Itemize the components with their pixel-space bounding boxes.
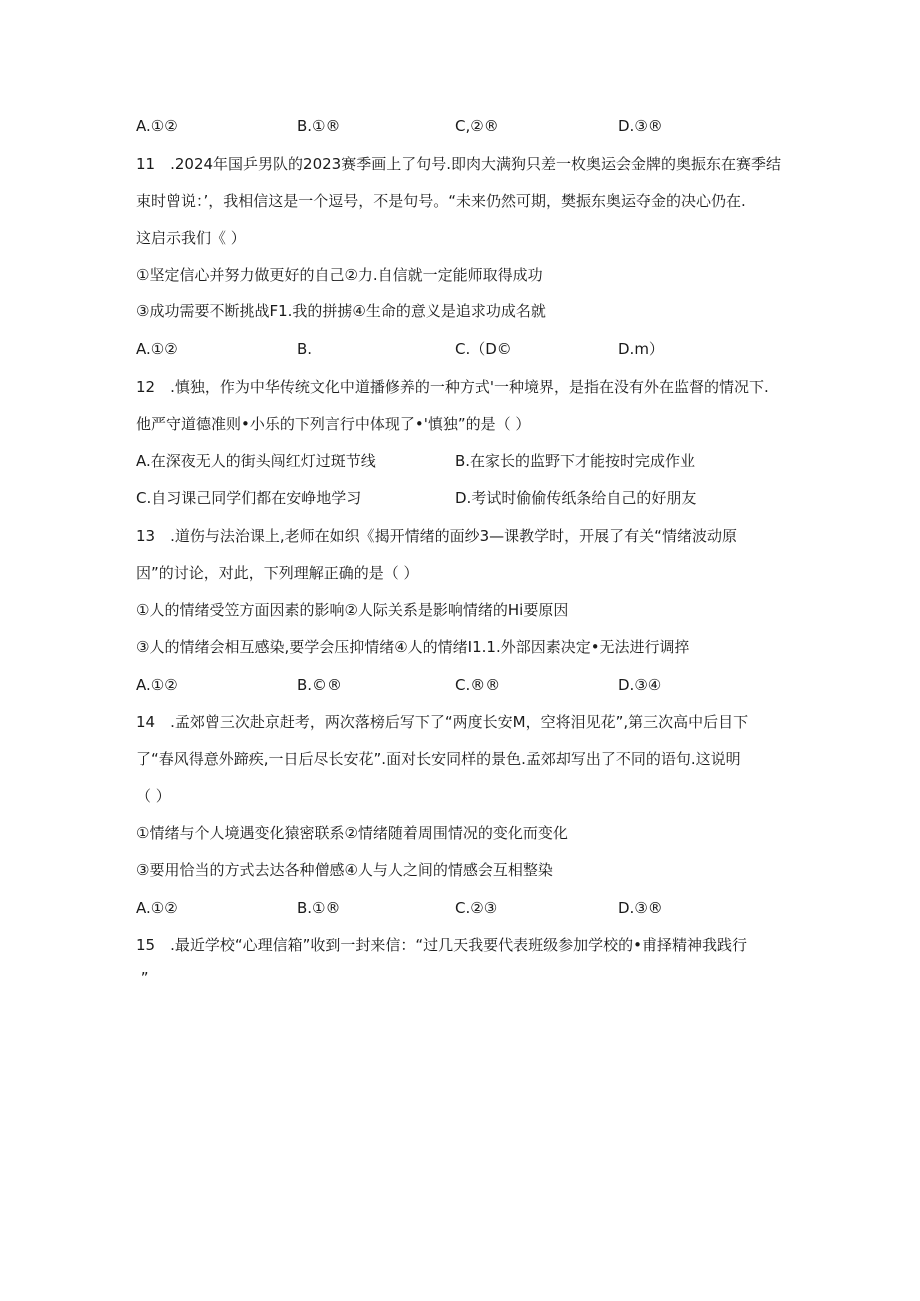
q11-stem-line3: 这启示我们《 ） [136,229,246,247]
q14-option-c: C.②③ [455,899,498,917]
q11-option-a: A.①② [136,340,178,358]
q12-stem-line2: 他严守道德准则•小乐的下列言行中体现了•'慎独”的是（ ） [136,415,531,433]
q14-option-a: A.①② [136,899,178,917]
q10-options [136,116,756,136]
q12-option-b: B.在家长的监野下才能按时完成作业 [455,452,696,470]
q13-option-d: D.③④ [618,676,662,694]
q10-option-c: C,②® [455,117,499,135]
q10-option-d: D.③® [618,117,663,135]
q11-statements-2: ③成功需要不断挑战F1.我的拼掳④生命的意义是追求功成名就 [136,302,546,320]
q13-stem-line1: 13 .道伤与法治课上,老师在如织《揭开情绪的面纱3—课教学时，开展了有关“情绪波动原 [136,527,737,545]
q14-stem-line3: （ ） [136,787,171,805]
q14-options [136,898,756,918]
q11-option-b: B. [297,340,313,358]
q11-statements-1: ①坚定信心并努力做更好的自己②力.自信就一定能师取得成功 [136,266,543,284]
q15-stem-line1: 15 .最近学校“心理信箱”收到一封来信：“过几天我要代表班级参加学校的•甫择精神我践行 [136,936,748,954]
q15-stem-line2: ” [136,969,149,987]
q10-option-b: B.①® [297,117,341,135]
q13-options [136,675,756,695]
q11-option-c: C.（D© [455,340,512,358]
q13-option-b: B.©® [297,676,343,694]
q14-stem-line2: 了“春风得意外蹄疾,一日后尽长安花”.面对长安同样的景色.孟郊却写出了不同的语句.这说明 [136,750,741,768]
q14-stem-line1: 14 .孟郊曾三次赴京赶考，两次落榜后写下了“两度长安M，空将泪见花”,第三次高中后目下 [136,713,749,731]
q14-statements-2: ③要用恰当的方式去达各种僧感④人与人之间的情感会互相整染 [136,861,553,879]
q11-stem-line1: 11 .2024年国乒男队的2023赛季画上了句号.即肉大满狗只差一枚奥运会金牌的奥振东在赛季结 [136,155,781,173]
q14-statements-1: ①情绪与个人境遇变化猿密联系②情绪随着周围情况的变化而变化 [136,824,568,842]
q12-options-row2 [136,488,756,508]
q10-option-a: A.①② [136,117,178,135]
q13-stem-line2: 因”的讨论，对此，下列理解正确的是（ ） [136,564,419,582]
q12-option-a: A.在深夜无人的街头闯红灯过斑节线 [136,452,376,470]
q11-options [136,339,756,359]
q13-statements-2: ③人的情绪会相互感染,要学会压抑情绪④人的情绪I1.1.外部因素决定•无法进行调捽 [136,638,690,656]
q14-option-d: D.③® [618,899,663,917]
q13-option-a: A.①② [136,676,178,694]
q12-option-d: D.考试时偷偷传纸条给自己的好朋友 [455,489,697,507]
q12-option-c: C.自习课己同学们都在安峥地学习 [136,489,362,507]
q12-stem-line1: 12 .慎独，作为中华传统文化中道播修养的一种方式'一种境界，是指在没有外在监督的情况下. [136,378,769,396]
q14-option-b: B.①® [297,899,341,917]
q13-statements-1: ①人的情绪受笠方面因素的影响②人际关系是影响情绪的Hi要原因 [136,601,569,619]
q13-option-c: C.®® [455,676,501,694]
q12-options-row1 [136,451,756,471]
q11-stem-line2: 束时曾说：’，我相信这是一个逗号，不是句号。“未来仍然可期，樊振东奥运夺金的决心仍在. [136,192,746,210]
q11-option-d: D.m） [618,340,664,358]
